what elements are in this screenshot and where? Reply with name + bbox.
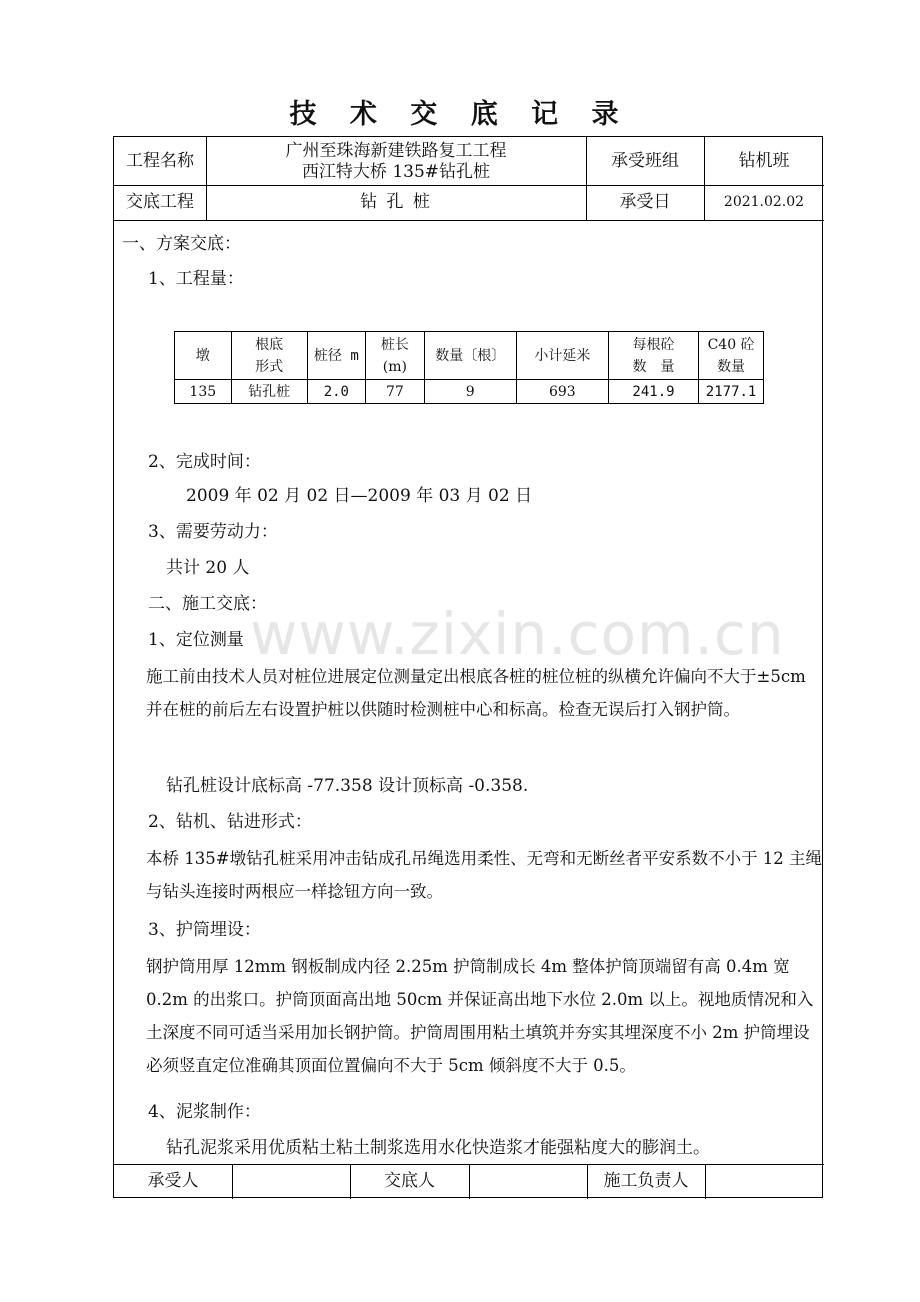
positioning-paragraph xyxy=(114,660,824,726)
receiver-label: 承受人 xyxy=(147,1171,199,1191)
section-casing-heading: 3、护筒埋设： xyxy=(148,920,261,940)
table-cell: 693 xyxy=(516,380,608,404)
table-cell: 2.0 xyxy=(307,380,366,404)
table-header-cell: 桩长 (m) xyxy=(366,332,424,380)
table-header-cell: 根底 形式 xyxy=(231,332,307,380)
team-label: 承受班组 xyxy=(611,150,679,171)
table-cell: 135 xyxy=(175,380,232,404)
table-header-cell: 桩径 m xyxy=(307,332,366,380)
project-name-line2: 西江特大桥 135#钻孔桩 xyxy=(301,162,491,182)
table-cell: 钻孔桩 xyxy=(231,380,307,404)
table-row xyxy=(175,380,764,404)
quantity-table xyxy=(174,331,764,404)
table-header-cell: 数量〔根〕 xyxy=(424,332,516,380)
table-cell: 77 xyxy=(366,380,424,404)
table-cell: 2177.1 xyxy=(699,380,764,404)
table-header-cell: 墩 xyxy=(175,332,232,380)
divider xyxy=(114,220,824,221)
table-header-cell: 小计延米 xyxy=(516,332,608,380)
table-header-cell: 每根砼 数 量 xyxy=(608,332,698,380)
project-name-line1: 广州至珠海新建铁路复工工程 xyxy=(285,141,507,161)
slurry-text: 钻孔泥浆采用优质粘土粘土制浆选用水化快造浆才能强粘度大的膨润土。 xyxy=(166,1138,710,1158)
labor-value: 共计 20 人 xyxy=(166,558,250,578)
section-labor-heading: 3、需要劳动力： xyxy=(148,522,278,542)
receiver-signature-field[interactable] xyxy=(232,1164,350,1199)
document-title: 技 术 交 底 记 录 xyxy=(289,99,631,130)
section-schedule-heading: 2、完成时间： xyxy=(148,452,261,472)
table-cell: 9 xyxy=(424,380,516,404)
section-slurry-heading: 4、泥浆制作： xyxy=(148,1102,261,1122)
subject-label: 交底工程 xyxy=(126,192,194,212)
section-drill-heading: 2、钻机、钻进形式： xyxy=(148,812,312,832)
section-positioning-heading: 1、定位测量 xyxy=(148,630,244,650)
manager-signature-field[interactable] xyxy=(705,1164,824,1199)
project-name-label: 工程名称 xyxy=(126,150,194,171)
positioning-text: 施工前由技术人员对桩位进展定位测量定出根底各桩的桩位桩的纵横允许偏向不大于±5cm 并在桩的前后左右设置护桩以供随时检测桩中心和标高。检查无误后打入钢护筒。 xyxy=(146,667,806,719)
schedule-value: 2009 年 02 月 02 日—2009 年 03 月 02 日 xyxy=(186,486,533,506)
date-label: 承受日 xyxy=(619,192,671,212)
casing-text: 钢护筒用厚 12mm 钢板制成内径 2.25m 护筒制成长 4m 整体护筒顶端留有高 0.4m 宽 0.2m 的出浆口。护筒顶面高出地 50cm 并保证高出地下水位 2.0m 以上。视地质情况和入土深度不同可适当采用加长钢护筒。护筒周围用粘土填筑并夯实其埋深度不小 2m 护筒埋设必须竖直定位准确其顶面位置偏向不大于 5cm 倾斜度不大于 0.5。 xyxy=(146,957,814,1075)
section-construction-heading: 二、施工交底： xyxy=(148,594,267,614)
project-name-value xyxy=(206,139,586,185)
subject-value: 钻 孔 桩 xyxy=(360,192,432,212)
casing-paragraph xyxy=(114,950,824,1082)
elevation-text: 钻孔桩设计底标高 -77.358 设计顶标高 -0.358. xyxy=(166,776,529,796)
watermark: www.zixin.com.cn xyxy=(250,600,785,668)
team-value: 钻机班 xyxy=(738,150,790,171)
manager-label: 施工负责人 xyxy=(603,1171,689,1191)
table-cell: 241.9 xyxy=(608,380,698,404)
drill-paragraph xyxy=(114,842,824,908)
section-plan-heading: 一、方案交底： xyxy=(122,234,241,254)
table-header-row xyxy=(175,332,764,380)
section-quantity-heading: 1、工程量： xyxy=(148,269,244,289)
discloser-signature-field[interactable] xyxy=(469,1164,587,1199)
date-value: 2021.02.02 xyxy=(723,194,805,210)
table-header-cell: C40 砼 数量 xyxy=(699,332,764,380)
drill-text: 本桥 135#墩钻孔桩采用冲击钻成孔吊绳选用柔性、无弯和无断丝者平安系数不小于 12 主绳与钻头连接时两根应一样捻钮方向一致。 xyxy=(146,849,823,901)
discloser-label: 交底人 xyxy=(384,1171,435,1191)
